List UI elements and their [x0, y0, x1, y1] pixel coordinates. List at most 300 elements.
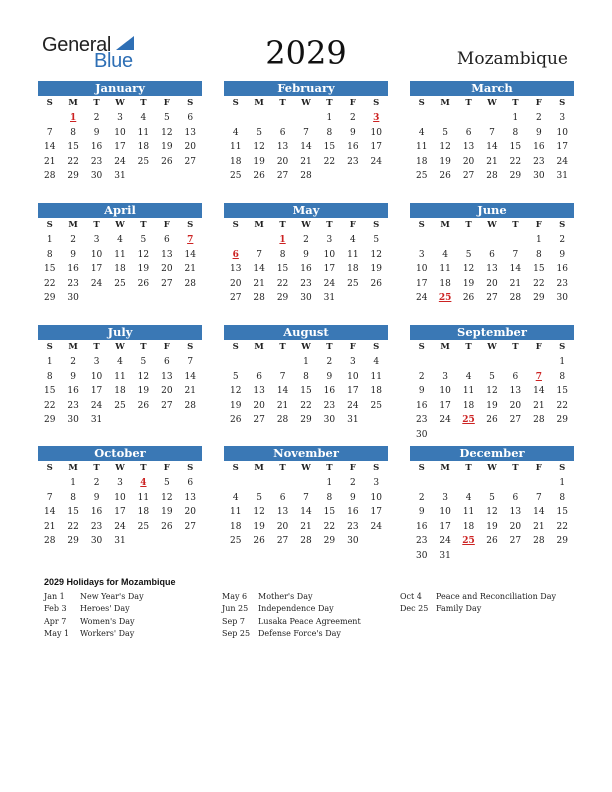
- day-cell: 19: [253, 156, 265, 167]
- day-cell: 17: [439, 400, 451, 411]
- weekday-label: F: [349, 342, 356, 352]
- week-row: [410, 428, 574, 443]
- empty-day-cell: [457, 476, 480, 491]
- day-cell: 28: [300, 536, 312, 546]
- day-cell: 13: [229, 264, 242, 274]
- day-cell: 3: [93, 235, 100, 245]
- empty-day-cell: [480, 549, 503, 564]
- week-row: [38, 491, 202, 506]
- day-cell: 20: [184, 507, 196, 517]
- day-cell: 27: [509, 415, 522, 425]
- day-cell: 16: [67, 386, 79, 396]
- day-cell: 30: [533, 171, 545, 181]
- day-cell: 30: [347, 536, 359, 546]
- holiday-date: Jun 25: [222, 604, 249, 614]
- calendar-year: 2029: [265, 34, 347, 72]
- holiday-name: Family Day: [436, 604, 482, 614]
- week-row: [38, 370, 202, 385]
- day-cell: 17: [556, 142, 568, 152]
- day-cell: 3: [349, 357, 356, 367]
- weekday-label: W: [301, 342, 311, 352]
- week-row: [410, 169, 574, 184]
- day-cell: 9: [93, 492, 100, 503]
- day-cell: 29: [556, 536, 568, 546]
- day-cell: 26: [486, 415, 498, 425]
- day-cell: 8: [326, 127, 333, 138]
- day-cell: 31: [114, 536, 126, 546]
- weekday-label: M: [440, 98, 450, 108]
- holiday-item: [44, 616, 144, 628]
- day-cell: 10: [415, 264, 428, 274]
- weekday-label: M: [440, 463, 450, 473]
- week-row: [410, 111, 574, 126]
- weekday-label: T: [93, 98, 100, 108]
- weekday-label: T: [279, 220, 286, 230]
- day-cell: 14: [300, 142, 312, 152]
- week-row: [410, 413, 574, 428]
- empty-day-cell: [247, 111, 270, 126]
- day-cell: 31: [90, 415, 103, 425]
- day-cell: 8: [535, 249, 542, 260]
- week-row: [410, 505, 574, 520]
- day-cell: 24: [114, 521, 126, 532]
- week-row: [410, 534, 574, 549]
- day-cell: 11: [415, 142, 428, 152]
- day-cell: 10: [323, 249, 336, 260]
- day-cell: 21: [253, 278, 265, 289]
- empty-day-cell: [318, 169, 341, 184]
- empty-day-cell: [480, 233, 503, 248]
- day-cell: 17: [323, 264, 336, 274]
- day-cell: 8: [279, 249, 286, 260]
- weekday-label: M: [68, 220, 78, 230]
- month-header: June: [410, 203, 574, 218]
- week-row: [410, 155, 574, 170]
- empty-day-cell: [365, 169, 388, 184]
- week-row: [410, 370, 574, 385]
- weekday-label: T: [279, 342, 286, 352]
- day-cell: 13: [184, 127, 196, 138]
- day-cell: 18: [462, 400, 475, 411]
- day-cell: 30: [90, 536, 103, 546]
- weekday-label: T: [326, 220, 333, 230]
- weekday-row: [38, 461, 202, 476]
- holiday-item: [222, 628, 361, 640]
- day-cell: 26: [161, 521, 173, 532]
- day-cell: 25: [347, 278, 359, 289]
- weekday-row: [224, 218, 388, 233]
- day-cell: 15: [276, 264, 289, 274]
- day-cell: 14: [533, 507, 545, 517]
- day-cell: 22: [43, 278, 56, 289]
- week-row: [224, 140, 388, 155]
- weekday-label: T: [279, 463, 286, 473]
- weekday-label: S: [373, 463, 380, 473]
- week-row: [38, 233, 202, 248]
- weekday-label: T: [140, 98, 147, 108]
- day-cell: 12: [137, 371, 150, 382]
- weekday-label: W: [301, 220, 311, 230]
- week-row: [224, 355, 388, 370]
- month-november: [224, 446, 388, 549]
- day-cell: 1: [512, 113, 519, 123]
- day-cell: 17: [90, 264, 103, 274]
- weekday-label: F: [163, 463, 170, 473]
- week-row: [224, 413, 388, 428]
- empty-day-cell: [247, 233, 270, 248]
- empty-day-cell: [365, 413, 388, 428]
- day-cell: 10: [439, 386, 451, 396]
- weekday-label: M: [440, 220, 450, 230]
- day-cell: 19: [486, 400, 498, 411]
- week-row: [224, 169, 388, 184]
- weekday-label: M: [254, 463, 264, 473]
- day-cell: 24: [90, 400, 103, 411]
- day-cell: 24: [439, 536, 451, 546]
- day-cell: 17: [439, 521, 451, 532]
- day-cell: 26: [137, 400, 150, 411]
- day-cell: 23: [323, 400, 336, 411]
- day-cell: 21: [184, 386, 196, 396]
- day-cell: 17: [347, 386, 359, 396]
- day-cell: 25: [229, 171, 242, 181]
- day-cell: 11: [114, 249, 126, 260]
- day-cell: 22: [67, 521, 79, 532]
- day-cell: 9: [303, 249, 309, 260]
- day-cell: 19: [439, 156, 451, 167]
- weekday-label: T: [93, 220, 100, 230]
- day-cell: 4: [418, 127, 425, 138]
- empty-day-cell: [38, 476, 61, 491]
- empty-day-cell: [433, 111, 456, 126]
- empty-day-cell: [224, 233, 247, 248]
- empty-day-cell: [294, 476, 317, 491]
- day-cell: 24: [347, 400, 359, 411]
- month-september: [410, 325, 574, 442]
- weekday-label: T: [512, 342, 519, 352]
- weekday-label: S: [418, 463, 425, 473]
- weekday-label: S: [559, 220, 566, 230]
- day-cell: 21: [184, 264, 196, 274]
- weekday-label: F: [349, 98, 356, 108]
- day-cell: 23: [556, 278, 568, 289]
- week-row: [38, 169, 202, 184]
- day-cell: 22: [323, 521, 336, 532]
- day-cell: 28: [300, 171, 312, 181]
- day-cell: 13: [276, 507, 289, 517]
- day-cell: 22: [67, 156, 79, 167]
- day-cell: 10: [90, 249, 103, 260]
- week-row: [224, 277, 388, 292]
- week-row: [410, 491, 574, 506]
- day-cell: 18: [462, 521, 475, 532]
- day-cell: 28: [276, 415, 289, 425]
- week-row: [224, 126, 388, 141]
- day-cell: 2: [349, 478, 356, 488]
- week-row: [224, 505, 388, 520]
- day-cell: 12: [370, 249, 382, 260]
- weekday-label: M: [254, 342, 264, 352]
- week-row: [38, 126, 202, 141]
- logo-text-general: General: [42, 34, 112, 56]
- weekday-label: T: [140, 342, 147, 352]
- day-cell: 30: [300, 293, 312, 303]
- day-cell: 22: [533, 278, 545, 289]
- month-march: [410, 81, 574, 184]
- weekday-label: M: [68, 463, 78, 473]
- day-cell: 11: [462, 386, 475, 396]
- day-cell: 26: [486, 536, 498, 546]
- day-cell: 23: [347, 521, 359, 532]
- day-cell: 20: [509, 521, 522, 532]
- day-cell: 24: [415, 293, 428, 303]
- holiday-column: [44, 591, 144, 640]
- day-cell: 1: [46, 357, 53, 367]
- day-cell: 6: [187, 478, 194, 488]
- day-cell: 5: [489, 492, 495, 503]
- day-cell: 31: [114, 171, 126, 181]
- week-row: [410, 277, 574, 292]
- day-cell: 29: [509, 171, 522, 181]
- empty-day-cell: [480, 428, 503, 443]
- empty-day-cell: [433, 233, 456, 248]
- week-row: [38, 505, 202, 520]
- week-row: [410, 476, 574, 491]
- empty-day-cell: [155, 413, 178, 428]
- day-cell: 8: [512, 127, 519, 138]
- empty-day-cell: [433, 355, 456, 370]
- week-row: [410, 248, 574, 263]
- day-cell: 7: [46, 127, 53, 138]
- weekday-label: S: [187, 220, 194, 230]
- week-row: [224, 399, 388, 414]
- weekday-label: S: [418, 342, 425, 352]
- empty-day-cell: [504, 233, 527, 248]
- weekday-row: [410, 218, 574, 233]
- day-cell: 8: [559, 371, 566, 382]
- day-cell: 23: [67, 400, 79, 411]
- day-cell: 28: [43, 171, 56, 181]
- day-cell: 16: [556, 264, 568, 274]
- week-row: [224, 262, 388, 277]
- day-cell: 29: [43, 415, 56, 425]
- month-october: [38, 446, 202, 549]
- weekday-row: [224, 461, 388, 476]
- holiday-day-cell: 25: [438, 293, 452, 303]
- empty-day-cell: [224, 111, 247, 126]
- weekday-label: T: [93, 342, 100, 352]
- day-cell: 16: [300, 264, 312, 274]
- day-cell: 23: [300, 278, 312, 289]
- day-cell: 19: [462, 278, 475, 289]
- week-row: [410, 549, 574, 564]
- week-row: [38, 399, 202, 414]
- holiday-date: Feb 3: [44, 604, 67, 614]
- day-cell: 20: [184, 142, 196, 152]
- empty-day-cell: [527, 428, 550, 443]
- day-cell: 14: [486, 142, 498, 152]
- day-cell: 5: [163, 113, 170, 123]
- day-cell: 18: [415, 156, 428, 167]
- empty-day-cell: [365, 534, 388, 549]
- day-cell: 3: [442, 371, 448, 382]
- month-august: [224, 325, 388, 428]
- day-cell: 17: [370, 142, 382, 152]
- week-row: [410, 399, 574, 414]
- day-cell: 22: [556, 521, 568, 532]
- day-cell: 23: [415, 415, 428, 425]
- day-cell: 29: [276, 293, 289, 303]
- day-cell: 15: [509, 142, 522, 152]
- day-cell: 17: [415, 278, 428, 289]
- weekday-row: [410, 461, 574, 476]
- day-cell: 4: [465, 371, 472, 382]
- day-cell: 7: [256, 249, 262, 260]
- weekday-label: S: [232, 463, 239, 473]
- day-cell: 18: [370, 386, 382, 396]
- weekday-label: F: [535, 342, 542, 352]
- day-cell: 19: [137, 386, 150, 396]
- weekday-label: T: [140, 220, 147, 230]
- day-cell: 20: [276, 521, 289, 532]
- holiday-day-cell: 3: [373, 113, 380, 123]
- day-cell: 5: [256, 492, 262, 503]
- empty-day-cell: [155, 534, 178, 549]
- day-cell: 4: [117, 235, 123, 245]
- day-cell: 15: [67, 142, 79, 152]
- day-cell: 8: [46, 249, 53, 260]
- day-cell: 12: [253, 507, 265, 517]
- day-cell: 23: [415, 536, 428, 546]
- day-cell: 29: [323, 536, 336, 546]
- weekday-label: T: [326, 98, 333, 108]
- holiday-item: [400, 603, 556, 615]
- day-cell: 28: [486, 171, 498, 181]
- day-cell: 11: [370, 371, 382, 382]
- weekday-label: S: [46, 342, 53, 352]
- day-cell: 12: [161, 127, 173, 138]
- day-cell: 8: [303, 371, 309, 382]
- day-cell: 30: [67, 415, 79, 425]
- weekday-label: S: [46, 98, 53, 108]
- day-cell: 21: [300, 156, 312, 167]
- empty-day-cell: [527, 549, 550, 564]
- day-cell: 1: [535, 235, 542, 245]
- day-cell: 7: [187, 357, 194, 367]
- weekday-label: T: [512, 98, 519, 108]
- empty-day-cell: [271, 111, 294, 126]
- day-cell: 11: [137, 492, 150, 503]
- day-cell: 21: [276, 400, 289, 411]
- day-cell: 21: [300, 521, 312, 532]
- day-cell: 26: [253, 171, 265, 181]
- day-cell: 13: [184, 492, 196, 503]
- weekday-label: F: [349, 220, 356, 230]
- day-cell: 12: [161, 492, 173, 503]
- day-cell: 2: [93, 113, 100, 123]
- holiday-date: May 1: [44, 628, 70, 638]
- month-header: January: [38, 81, 202, 96]
- weekday-label: W: [115, 220, 125, 230]
- month-header: November: [224, 446, 388, 461]
- day-cell: 19: [253, 521, 265, 532]
- day-cell: 20: [253, 400, 265, 411]
- day-cell: 24: [114, 156, 126, 167]
- weekday-label: T: [279, 98, 286, 108]
- empty-day-cell: [224, 355, 247, 370]
- day-cell: 27: [184, 521, 196, 532]
- day-cell: 6: [279, 492, 286, 503]
- day-cell: 2: [93, 478, 100, 488]
- month-july: [38, 325, 202, 428]
- day-cell: 12: [253, 142, 265, 152]
- weekday-label: F: [535, 220, 542, 230]
- day-cell: 28: [509, 293, 522, 303]
- day-cell: 14: [43, 507, 56, 517]
- weekday-label: T: [512, 220, 519, 230]
- day-cell: 30: [556, 293, 568, 303]
- day-cell: 15: [300, 386, 312, 396]
- day-cell: 3: [117, 478, 123, 488]
- day-cell: 20: [462, 156, 475, 167]
- day-cell: 21: [533, 400, 545, 411]
- day-cell: 19: [137, 264, 150, 274]
- day-cell: 29: [43, 293, 56, 303]
- day-cell: 26: [439, 171, 451, 181]
- day-cell: 4: [232, 127, 239, 138]
- day-cell: 5: [373, 235, 380, 245]
- day-cell: 24: [323, 278, 336, 289]
- week-row: [224, 491, 388, 506]
- day-cell: 28: [533, 415, 545, 425]
- week-row: [410, 233, 574, 248]
- day-cell: 7: [303, 127, 309, 138]
- empty-day-cell: [410, 355, 433, 370]
- day-cell: 1: [326, 113, 333, 123]
- day-cell: 1: [303, 357, 309, 367]
- holiday-day-cell: 25: [462, 536, 475, 546]
- day-cell: 28: [184, 278, 196, 289]
- holiday-day-cell: 7: [535, 371, 542, 382]
- weekday-row: [38, 96, 202, 111]
- week-row: [38, 155, 202, 170]
- day-cell: 2: [70, 235, 76, 245]
- holiday-item: [44, 628, 144, 640]
- weekday-label: W: [301, 463, 311, 473]
- holiday-item: [222, 603, 361, 615]
- weekday-label: M: [254, 98, 264, 108]
- day-cell: 21: [43, 521, 56, 532]
- day-cell: 8: [70, 127, 76, 138]
- empty-day-cell: [504, 428, 527, 443]
- day-cell: 26: [370, 278, 382, 289]
- day-cell: 13: [509, 386, 522, 396]
- month-header: October: [38, 446, 202, 461]
- week-row: [38, 140, 202, 155]
- day-cell: 19: [229, 400, 242, 411]
- week-row: [410, 384, 574, 399]
- empty-day-cell: [155, 291, 178, 306]
- day-cell: 3: [373, 478, 380, 488]
- week-row: [224, 534, 388, 549]
- holiday-name: Mother's Day: [258, 592, 313, 601]
- empty-day-cell: [551, 549, 574, 564]
- day-cell: 25: [415, 171, 428, 181]
- week-row: [410, 520, 574, 535]
- day-cell: 13: [509, 507, 522, 517]
- day-cell: 2: [535, 113, 542, 123]
- empty-day-cell: [365, 291, 388, 306]
